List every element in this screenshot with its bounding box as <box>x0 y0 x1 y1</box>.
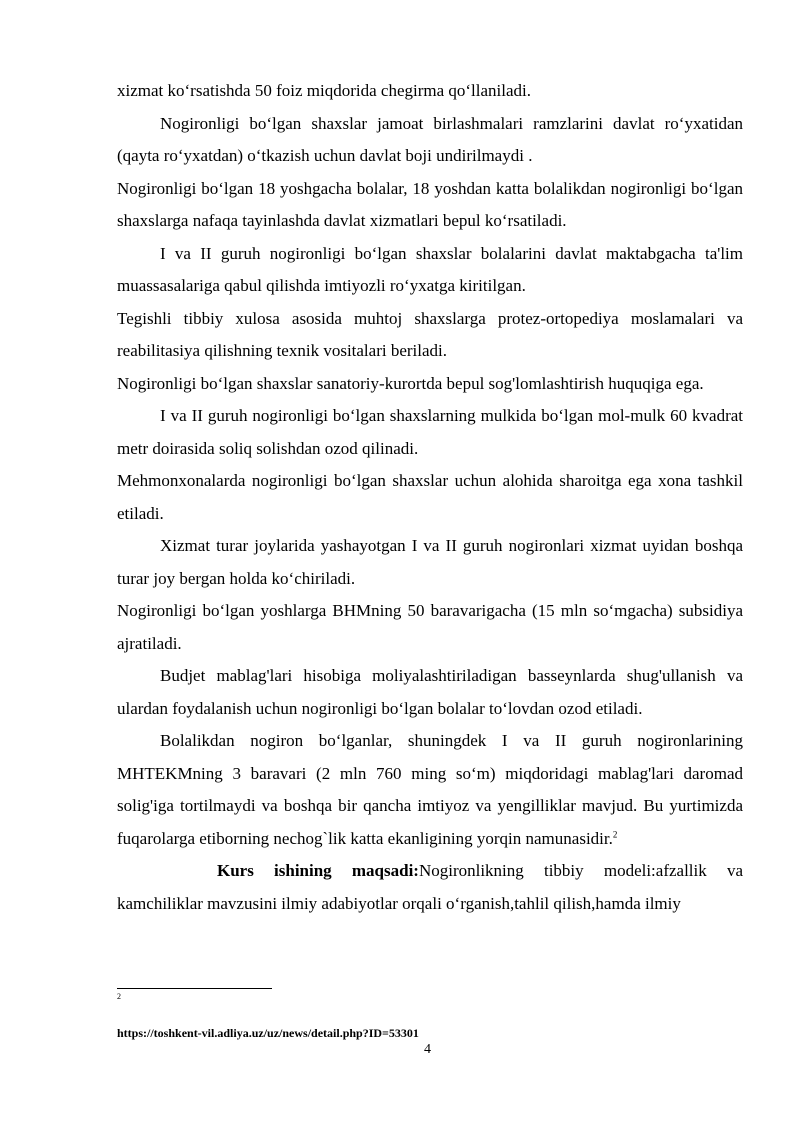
paragraph-11: Budjet mablag'lari hisobiga moliyalashtiriladigan basseynlarda shug'ullanish va ulardan foydalanish uchun nogironligi bo‘lgan bolalar to‘lovdan ozod etiladi. <box>117 666 743 718</box>
paragraph-2: Nogironligi bo‘lgan shaxslar jamoat birlashmalari ramzlarini davlat ro‘yxatidan (qayta ro‘yxatdan) o‘tkazish uchun davlat boji undirilmaydi . <box>117 113 743 165</box>
footnote-mark: 2 <box>117 992 121 1001</box>
paragraph-4: I va II guruh nogironligi bo‘lgan shaxslar bolalarini davlat maktabgacha ta'lim muassasalariga qabul qilishda imtiyozli ro‘yxatga kiritilgan. <box>117 243 743 295</box>
goal-label: Kurs ishining maqsadi: <box>217 861 419 880</box>
paragraph-12-text: Bolalikdan nogiron bo‘lganlar, shuningdek I va II guruh nogironlarining MHTEKMning 3 baravari (2 mln 760 ming so‘m) miqdoridagi mablag'lari daromad solig'iga tortilmaydi va boshqa bir qancha imtiyoz va yengilliklar mavjud. Bu yurtimizda fuqarolarga etiborning nechog`lik katta ekanligining yorqin namunasidir. <box>117 731 743 848</box>
paragraph-8: Mehmonxonalarda nogironligi bo‘lgan shaxslar uchun alohida sharoitga ega xona tashkil etiladi. <box>117 471 743 523</box>
footnote-separator <box>117 988 272 989</box>
goal-paragraph <box>117 855 743 920</box>
paragraph-5: Tegishli tibbiy xulosa asosida muhtoj shaxslarga protez-ortopediya moslamalari va reabilitasiya qilishning texnik vositalari beriladi. <box>117 308 743 360</box>
paragraph-1: xizmat ko‘rsatishda 50 foiz miqdorida chegirma qo‘llaniladi. <box>117 81 532 100</box>
paragraph-7: I va II guruh nogironligi bo‘lgan shaxslarning mulkida bo‘lgan mol-mulk 60 kvadrat metr doirasida soliq solishdan ozod qilinadi. <box>117 406 743 458</box>
page-number: 4 <box>424 1042 431 1057</box>
body-text <box>117 75 743 920</box>
footnote-url[interactable]: https://toshkent-vil.adliya.uz/uz/news/detail.php?ID=53301 <box>117 1026 419 1040</box>
paragraph-3: Nogironligi bo‘lgan 18 yoshgacha bolalar, 18 yoshdan katta bolalikdan nogironligi bo‘lgan shaxslarga nafaqa tayinlashda davlat xizmatlari bepul ko‘rsatiladi. <box>117 178 743 230</box>
paragraph-12 <box>117 725 743 855</box>
footnote-reference[interactable]: 2 <box>612 828 618 839</box>
paragraph-6: Nogironligi bo‘lgan shaxslar sanatoriy-kurortda bepul sog'lomlashtirish huquqiga ega. <box>117 373 704 393</box>
paragraph-10: Nogironligi bo‘lgan yoshlarga BHMning 50 baravarigacha (15 mln so‘mgacha) subsidiya ajratiladi. <box>117 601 743 653</box>
goal-text: Nogironlikning tibbiy modeli:afzallik va kamchiliklar mavzusini ilmiy adabiyotlar orqali o‘rganish,tahlil qilish,hamda ilmiy <box>117 861 743 913</box>
paragraph-9: Xizmat turar joylarida yashayotgan I va II guruh nogironlari xizmat uyidan boshqa turar joy bergan holda ko‘chiriladi. <box>117 536 743 588</box>
